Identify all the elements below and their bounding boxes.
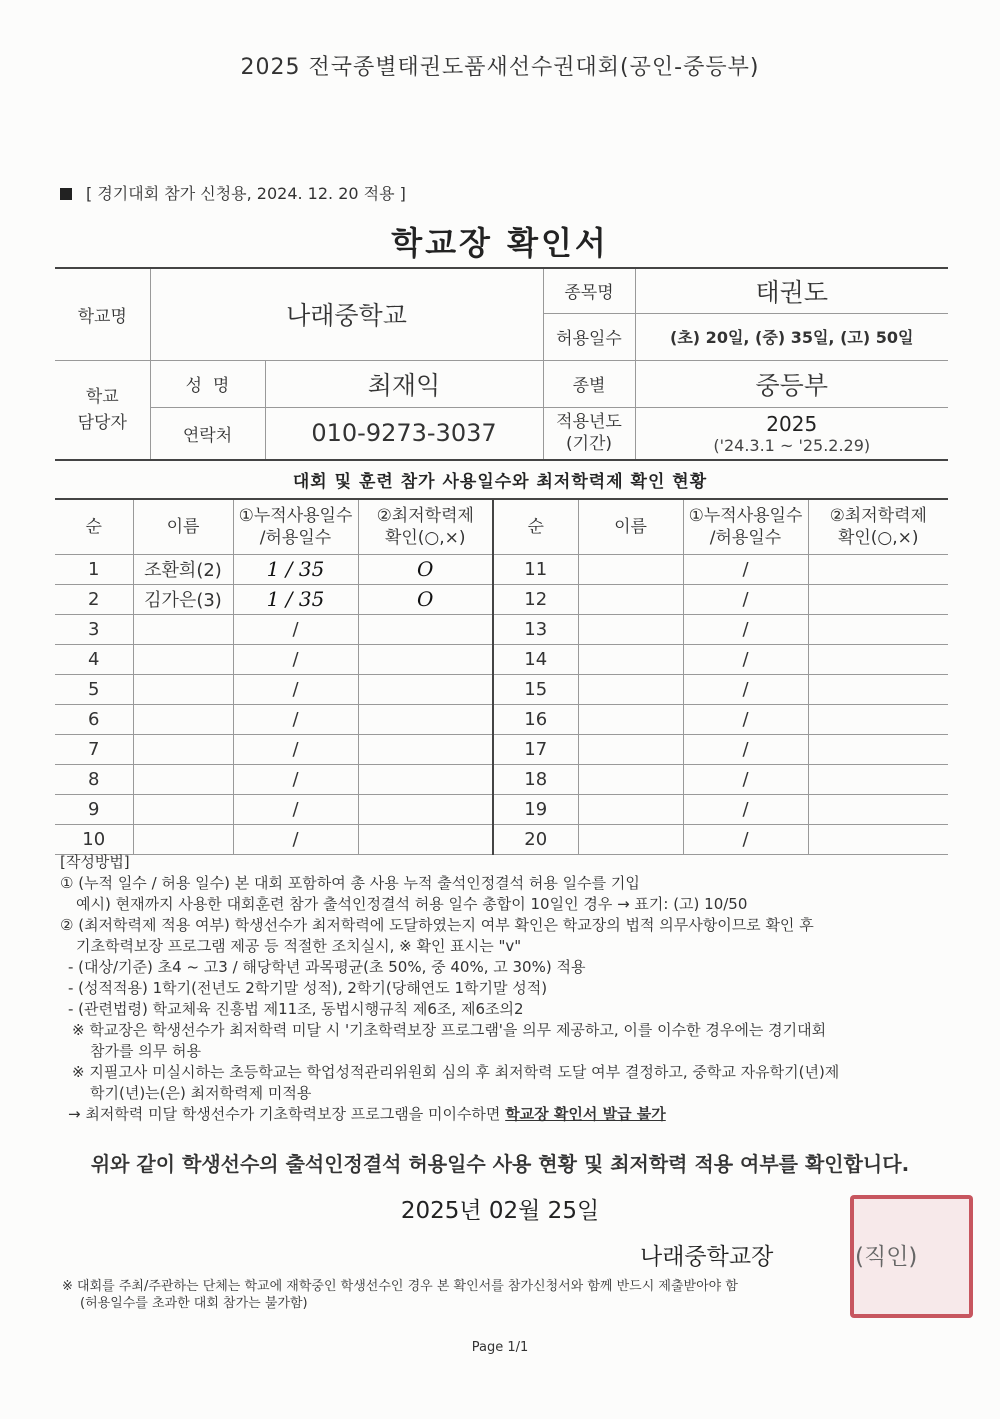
row-days: / <box>683 824 808 854</box>
seal-label: (직인) <box>855 1244 918 1270</box>
event-label: 종목명 <box>543 268 635 313</box>
row-academic <box>358 674 493 704</box>
year-value: 2025 <box>766 411 818 436</box>
year-label: 적용년도 (기간) <box>543 407 635 460</box>
row-name <box>133 794 233 824</box>
row-academic <box>358 614 493 644</box>
division-value: 중등부 <box>635 360 948 407</box>
method-line: - (관련법령) 학교체육 진흥법 제11조, 동법시행규칙 제6조, 제6조의2 <box>68 1000 524 1018</box>
contact-label: 연락처 <box>150 407 265 460</box>
method-line: ※ 지필고사 미실시하는 초등학교는 학업성적관리위원회 심의 후 최저학력 도달 여부 결정하고, 중학교 자유학기(년)제 <box>72 1063 840 1081</box>
row-academic <box>358 644 493 674</box>
row-name: 김가은(3) <box>133 584 233 614</box>
row-num: 5 <box>55 674 133 704</box>
manager-label: 학교 담당자 <box>55 360 150 460</box>
row-name <box>578 734 683 764</box>
method-line-emphasis: 학교장 확인서 발급 불가 <box>505 1105 666 1123</box>
row-days: / <box>683 614 808 644</box>
row-name <box>578 764 683 794</box>
header-num: 순 <box>55 499 133 554</box>
school-value: 나래중학교 <box>150 268 543 360</box>
row-academic <box>808 704 948 734</box>
allowed-days-label: 허용일수 <box>543 313 635 360</box>
row-name <box>578 554 683 584</box>
row-num: 18 <box>493 764 578 794</box>
method-line-text: → 최저학력 미달 학생선수가 기초학력보장 프로그램을 미이수하면 <box>68 1105 506 1123</box>
page-number: Page 1/1 <box>471 1340 529 1355</box>
row-num: 19 <box>493 794 578 824</box>
row-days: / <box>233 614 358 644</box>
row-academic <box>808 644 948 674</box>
row-name <box>133 674 233 704</box>
row-name <box>133 764 233 794</box>
row-num: 10 <box>55 824 133 854</box>
status-table <box>55 498 948 855</box>
row-num: 15 <box>493 674 578 704</box>
row-academic <box>808 734 948 764</box>
row-days: / <box>233 644 358 674</box>
header-days-right: ①누적사용일수 /허용일수 <box>683 499 808 554</box>
row-academic <box>808 674 948 704</box>
table-row <box>55 824 948 854</box>
row-num: 6 <box>55 704 133 734</box>
row-academic <box>358 824 493 854</box>
event-value: 태권도 <box>635 268 948 313</box>
row-days: / <box>233 824 358 854</box>
method-heading: [작성방법] <box>60 853 130 871</box>
table-row <box>55 704 948 734</box>
row-name <box>578 584 683 614</box>
row-days: / <box>683 554 808 584</box>
table-row <box>55 764 948 794</box>
row-days: 1 / 35 <box>233 584 358 614</box>
form-note-text: [ 경기대회 참가 신청용, 2024. 12. 20 적용 ] <box>86 184 406 203</box>
document-title: 학교장 확인서 <box>391 224 609 262</box>
header-num-right: 순 <box>493 499 578 554</box>
row-academic <box>808 794 948 824</box>
row-name: 조환희(2) <box>133 554 233 584</box>
row-days: / <box>233 734 358 764</box>
confirmation-statement: 위와 같이 학생선수의 출석인정결석 허용일수 사용 현황 및 최저학력 적용 여부를 확인합니다. <box>90 1152 910 1176</box>
row-num: 9 <box>55 794 133 824</box>
footnote-line: (허용일수를 초과한 대회 참가는 불가함) <box>80 1296 308 1311</box>
footnote <box>62 1278 952 1312</box>
row-academic <box>808 614 948 644</box>
row-num: 14 <box>493 644 578 674</box>
row-name <box>133 734 233 764</box>
row-name <box>133 704 233 734</box>
row-num: 16 <box>493 704 578 734</box>
method-line: 기초학력보장 프로그램 제공 등 적절한 조치실시, ※ 확인 표시는 "v" <box>76 937 522 955</box>
name-label: 성 명 <box>150 360 265 407</box>
table-row <box>55 794 948 824</box>
row-days: / <box>683 794 808 824</box>
row-num: 8 <box>55 764 133 794</box>
row-num: 3 <box>55 614 133 644</box>
header-academic-right: ②최저학력제 확인(○,×) <box>808 499 948 554</box>
row-days: / <box>683 584 808 614</box>
table-row <box>55 584 948 614</box>
row-name <box>578 614 683 644</box>
method-line <box>60 1104 950 1125</box>
row-num: 2 <box>55 584 133 614</box>
table-row <box>55 644 948 674</box>
header-days: ①누적사용일수 /허용일수 <box>233 499 358 554</box>
row-academic: O <box>358 554 493 584</box>
method-line: - (대상/기준) 초4 ~ 고3 / 해당학년 과목평균(초 50%, 중 40%, 고 30%) 적용 <box>68 958 586 976</box>
row-name <box>133 614 233 644</box>
competition-title: 2025 전국종별태권도품새선수권대회(공인-중등부) <box>240 55 760 80</box>
row-academic <box>808 764 948 794</box>
row-num: 4 <box>55 644 133 674</box>
method-line: 참가를 의무 허용 <box>90 1042 201 1060</box>
form-note <box>60 181 406 204</box>
row-academic <box>808 824 948 854</box>
table-row <box>55 734 948 764</box>
row-academic <box>358 794 493 824</box>
allowed-days-value: (초) 20일, (중) 35일, (고) 50일 <box>635 313 948 360</box>
principal-title: 나래중학교장 <box>640 1244 774 1270</box>
method-line: ② (최저학력제 적용 여부) 학생선수가 최저학력에 도달하였는지 여부 확인은 학교장의 법적 의무사항이므로 확인 후 <box>60 916 814 934</box>
writing-method <box>60 852 950 1125</box>
row-name <box>578 704 683 734</box>
row-academic <box>808 554 948 584</box>
row-days: / <box>233 794 358 824</box>
status-table-body <box>55 554 948 854</box>
row-num: 20 <box>493 824 578 854</box>
table-row <box>55 554 948 584</box>
row-academic <box>808 584 948 614</box>
row-academic <box>358 764 493 794</box>
row-days: / <box>233 674 358 704</box>
method-line: ① (누적 일수 / 허용 일수) 본 대회 포함하여 총 사용 누적 출석인정결석 허용 일수를 기입 <box>60 874 640 892</box>
school-label: 학교명 <box>55 268 150 360</box>
row-days: / <box>683 764 808 794</box>
row-academic <box>358 704 493 734</box>
division-label: 종별 <box>543 360 635 407</box>
row-days: / <box>683 674 808 704</box>
row-num: 7 <box>55 734 133 764</box>
row-days: / <box>683 734 808 764</box>
table-row <box>55 674 948 704</box>
row-days: / <box>233 764 358 794</box>
row-name <box>578 794 683 824</box>
row-num: 13 <box>493 614 578 644</box>
method-line: 학기(년)는(은) 최저학력제 미적용 <box>90 1084 312 1102</box>
contact-value: 010-9273-3037 <box>265 407 543 460</box>
table-row <box>55 614 948 644</box>
method-line: - (성적적용) 1학기(전년도 2학기말 성적), 2학기(당해연도 1학기말 성적) <box>68 979 548 997</box>
row-num: 11 <box>493 554 578 584</box>
school-info-table <box>55 267 948 461</box>
header-name: 이름 <box>133 499 233 554</box>
row-academic: O <box>358 584 493 614</box>
method-line: 예시) 현재까지 사용한 대회훈련 참가 출석인정결석 허용 일수 총합이 10일인 경우 → 표기: (고) 10/50 <box>76 895 748 913</box>
year-period: ('24.3.1 ~ '25.2.29) <box>713 435 871 455</box>
row-days: / <box>233 704 358 734</box>
row-academic <box>358 734 493 764</box>
row-days: / <box>683 704 808 734</box>
row-num: 12 <box>493 584 578 614</box>
footnote-line: ※ 대회를 주최/주관하는 단체는 학교에 재학중인 학생선수인 경우 본 확인서를 참가신청서와 함께 반드시 제출받아야 함 <box>62 1279 738 1294</box>
status-title: 대회 및 훈련 참가 사용일수와 최저학력제 확인 현황 <box>292 472 708 492</box>
method-line: ※ 학교장은 학생선수가 최저학력 미달 시 '기초학력보장 프로그램'을 의무 제공하고, 이를 이수한 경우에는 경기대회 <box>72 1021 827 1039</box>
square-bullet-icon <box>60 188 72 200</box>
row-name <box>578 824 683 854</box>
name-value: 최재익 <box>265 360 543 407</box>
issue-date: 2025년 02월 25일 <box>400 1198 600 1224</box>
row-num: 1 <box>55 554 133 584</box>
row-name <box>133 644 233 674</box>
row-days: 1 / 35 <box>233 554 358 584</box>
header-name-right: 이름 <box>578 499 683 554</box>
year-cell <box>635 407 948 460</box>
row-days: / <box>683 644 808 674</box>
row-name <box>578 644 683 674</box>
row-name <box>578 674 683 704</box>
header-academic: ②최저학력제 확인(○,×) <box>358 499 493 554</box>
row-name <box>133 824 233 854</box>
row-num: 17 <box>493 734 578 764</box>
